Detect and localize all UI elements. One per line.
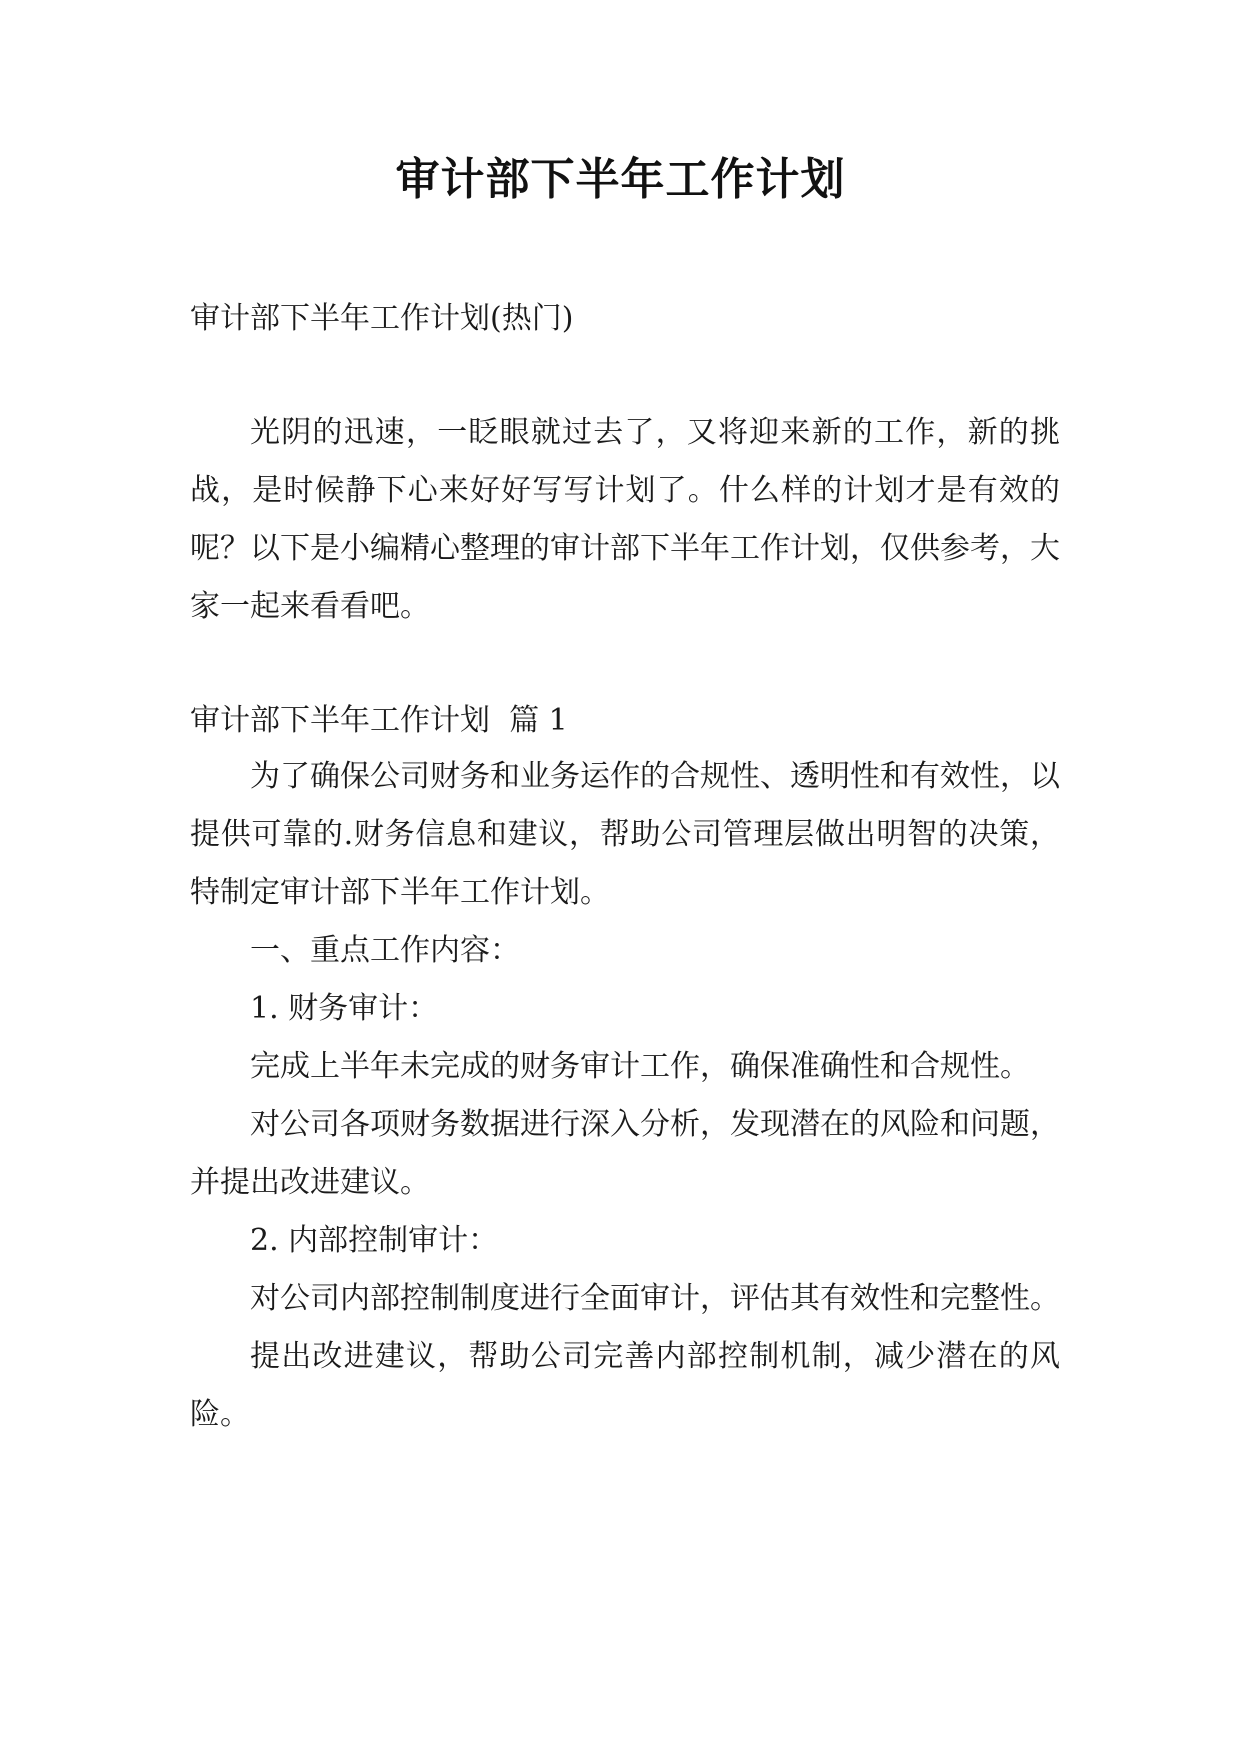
body-paragraph: 为了确保公司财务和业务运作的合规性、透明性和有效性，以提供可靠的.财务信息和建议，帮助公司管理层做出明智的决策，特制定审计部下半年工作计划。 bbox=[190, 759, 1060, 910]
body-paragraph: 提出改进建议，帮助公司完善内部控制机制，减少潜在的风险。 bbox=[190, 1339, 1060, 1432]
body-paragraph: 对公司内部控制制度进行全面审计，评估其有效性和完整性。 bbox=[250, 1281, 1060, 1316]
section-content bbox=[190, 748, 1060, 1444]
body-paragraph: 对公司各项财务数据进行深入分析，发现潜在的风险和问题，并提出改进建议。 bbox=[190, 1107, 1060, 1200]
list-heading: 一、重点工作内容： bbox=[250, 933, 520, 968]
body-paragraph: 完成上半年未完成的财务审计工作，确保准确性和合规性。 bbox=[250, 1049, 1030, 1084]
list-item-heading: 1. 财务审计： bbox=[250, 991, 439, 1026]
document-subtitle: 审计部下半年工作计划(热门) bbox=[190, 301, 574, 336]
intro-paragraph: 光阴的迅速，一眨眼就过去了，又将迎来新的工作，新的挑战，是时候静下心来好好写写计划了。什么样的计划才是有效的呢？以下是小编精心整理的审计部下半年工作计划，仅供参考，大家一起来看看吧。 bbox=[190, 415, 1060, 624]
list-item-heading: 2. 内部控制审计： bbox=[250, 1223, 499, 1258]
section-heading: 审计部下半年工作计划 篇 1 bbox=[190, 703, 568, 738]
document-title: 审计部下半年工作计划 bbox=[395, 154, 846, 205]
